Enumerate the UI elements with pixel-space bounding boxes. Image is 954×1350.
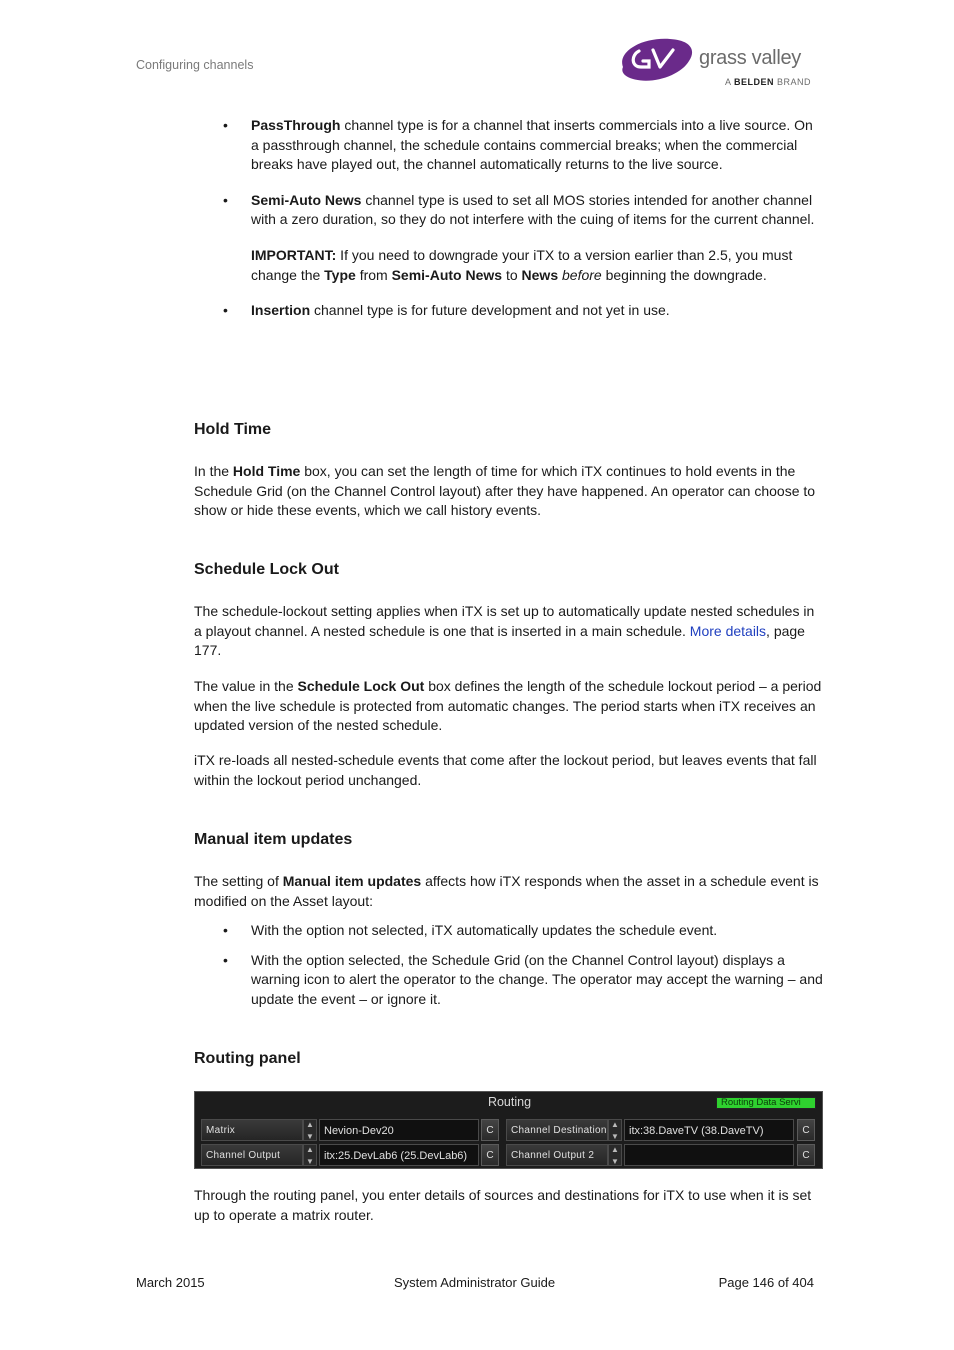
routing-panel-title: Routing xyxy=(487,1095,532,1109)
list-item: • With the option selected, the Schedule Grid (on the Channel Control layout) displays a warning icon to alert the operator to the change. The operator may accept the warning – and update the event – or ignore it. xyxy=(194,951,824,1010)
footer-page-number: Page 146 of 404 xyxy=(718,1275,814,1290)
logo-subtitle: A BELDEN BRAND xyxy=(725,77,812,87)
list-item: • With the option not selected, iTX automatically updates the schedule event. xyxy=(194,921,824,941)
footer-title: System Administrator Guide xyxy=(394,1275,556,1290)
matrix-stepper-icon[interactable] xyxy=(303,1119,317,1141)
heading-routing-panel: Routing panel xyxy=(194,1050,301,1067)
heading-manual-item-updates: Manual item updates xyxy=(194,831,353,848)
channel-output-label: Channel Output xyxy=(201,1144,303,1166)
channel-output-2-label: Channel Output 2 xyxy=(506,1144,608,1166)
channel-output-2-value[interactable] xyxy=(624,1144,794,1166)
channel-destination-stepper-icon[interactable] xyxy=(608,1119,622,1141)
heading-hold-time: Hold Time xyxy=(194,421,272,438)
channel-output-value[interactable]: itx:25.DevLab6 (25.DevLab6) xyxy=(319,1144,479,1166)
hold-time-paragraph: In the Hold Time box, you can set the length of time for which iTX continues to hold events in the Schedule Grid (on the Channel Control layout) after they have happened. An operator can choose to show or hide these events, which we call history events. xyxy=(194,463,816,519)
list-item-semi-auto-news: • Semi-Auto News channel type is used to set all MOS stories intended for another channel with a zero duration, so they do not interfere with the cuing of items for the current channel. xyxy=(194,191,824,230)
channel-output-stepper-icon[interactable] xyxy=(303,1144,317,1166)
channel-destination-label: Channel Destination xyxy=(506,1119,608,1141)
channel-output-clear-button[interactable]: C xyxy=(481,1144,499,1166)
matrix-value[interactable]: Nevion-Dev20 xyxy=(319,1119,479,1141)
important-note: IMPORTANT: If you need to downgrade your iTX to a version earlier than 2.5, you must change the Type from Semi-Auto News to News before beginning the downgrade. xyxy=(251,246,793,283)
channel-destination-value[interactable]: itx:38.DaveTV (38.DaveTV) xyxy=(624,1119,794,1141)
routing-description: Through the routing panel, you enter details of sources and destinations for iTX to use when it is set up to operate a matrix router. xyxy=(194,1187,812,1223)
manual-updates-list xyxy=(194,921,824,1009)
routing-status-badge: Routing Data Servi xyxy=(716,1097,816,1109)
running-header: Configuring channels xyxy=(136,58,254,72)
schedule-lock-paragraph-1: The schedule-lockout setting applies when iTX is set up to automatically update nested schedules in a playout channel. A nested schedule is one that is inserted in a main schedule. More details, page 177. xyxy=(194,603,815,659)
list-item-insertion: • Insertion channel type is for future development and not yet in use. xyxy=(194,301,824,321)
matrix-label: Matrix xyxy=(201,1119,303,1141)
channel-destination-clear-button[interactable]: C xyxy=(797,1119,815,1141)
matrix-clear-button[interactable]: C xyxy=(481,1119,499,1141)
channel-output-2-stepper-icon[interactable] xyxy=(608,1144,622,1166)
channel-output-2-clear-button[interactable]: C xyxy=(797,1144,815,1166)
schedule-lock-paragraph-3: iTX re-loads all nested-schedule events that come after the lockout period, but leaves events that fall within the lockout period unchanged. xyxy=(194,752,817,788)
gv-emblem-icon xyxy=(615,37,695,83)
grass-valley-logo xyxy=(615,37,820,89)
heading-schedule-lock-out: Schedule Lock Out xyxy=(194,561,339,578)
schedule-lock-paragraph-2: The value in the Schedule Lock Out box defines the length of the schedule lockout period – a period when the live schedule is protected from automatic changes. The period starts when iTX receives an updated version of the nested schedule. xyxy=(194,678,822,734)
list-item-passthrough: • PassThrough channel type is for a channel that inserts commercials into a live source. On a passthrough channel, the schedule contains commercial breaks; when the commercial breaks have played out, the channel automatically returns to the live source. xyxy=(194,116,824,175)
logo-wordmark: grass valley xyxy=(699,47,801,69)
routing-panel-screenshot xyxy=(194,1091,823,1169)
more-details-link[interactable]: More details xyxy=(689,622,767,639)
channel-types-list xyxy=(194,116,824,321)
manual-updates-paragraph: The setting of Manual item updates affects how iTX responds when the asset in a schedule event is modified on the Asset layout: xyxy=(194,873,819,909)
footer-date: March 2015 xyxy=(136,1275,205,1290)
